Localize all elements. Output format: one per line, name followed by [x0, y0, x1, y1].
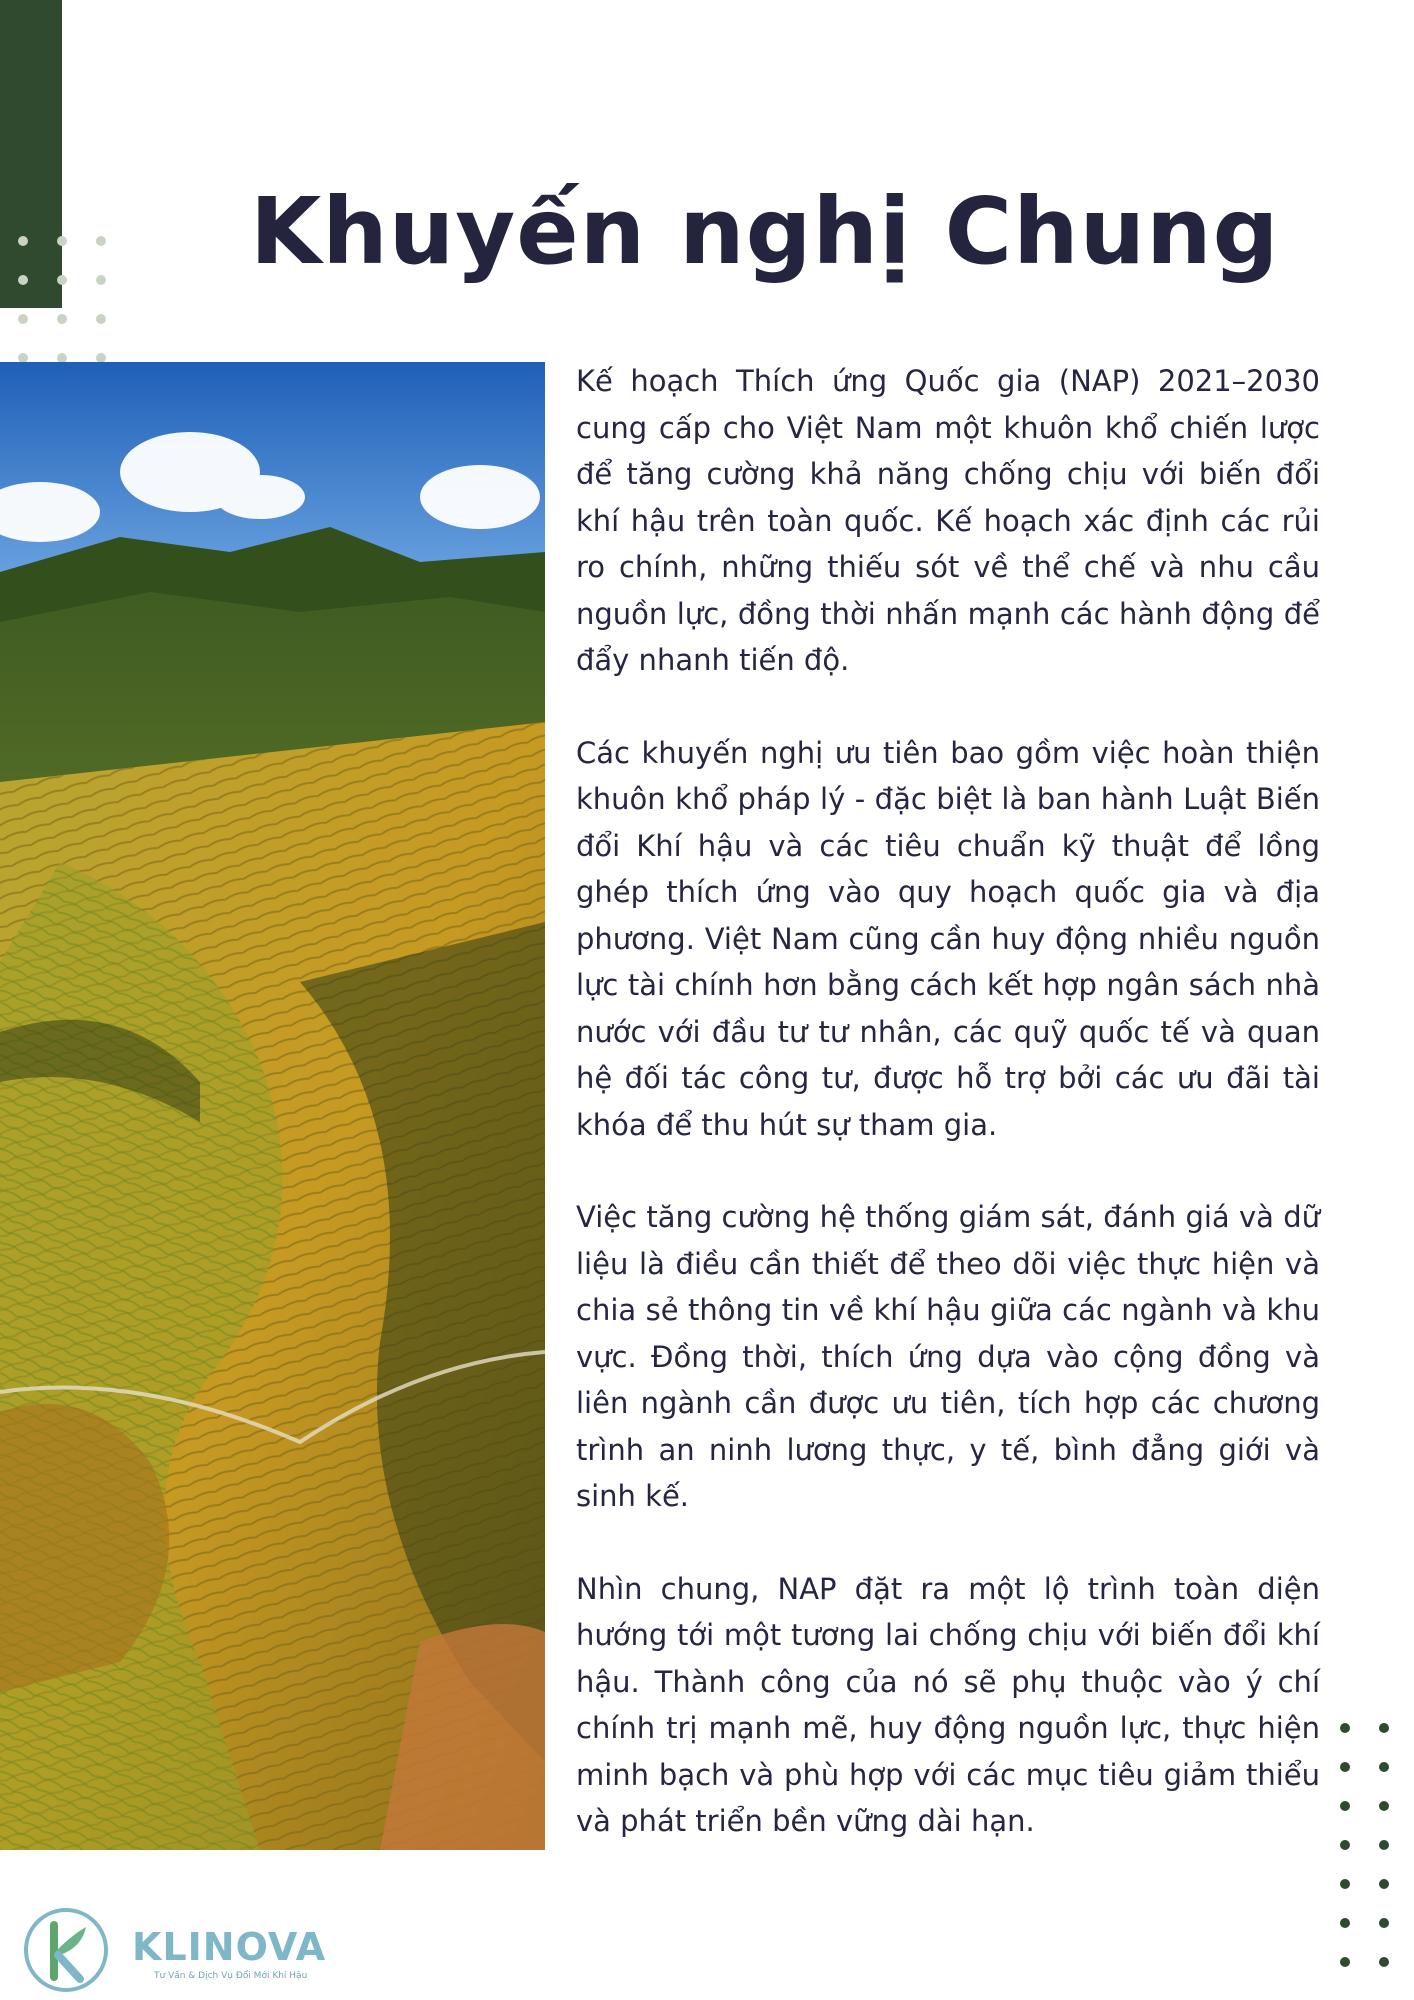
decorative-dot	[18, 275, 28, 285]
paragraph-monitoring: Việc tăng cường hệ thống giám sát, đánh giá và dữ liệu là điều cần thiết để theo dõi việc thực hiện và chia sẻ thông tin về khí hậu giữa các ngành và khu vực. Đồng thời, thích ứng dựa vào cộng đồng và liên ngành cần được ưu tiên, tích hợp các chương trình an ninh lương thực, y tế, bình đẳng giới và sinh kế.	[576, 1200, 1320, 1513]
decorative-dot	[1379, 1918, 1389, 1928]
paragraph-conclusion: Nhìn chung, NAP đặt ra một lộ trình toàn diện hướng tới một tương lai chống chịu với biến đổi khí hậu. Thành công của nó sẽ phụ thuộc vào ý chí chính trị mạnh mẽ, huy động nguồn lực, thực hiện minh bạch và phù hợp với các mục tiêu giảm thiểu và phát triển bền vững dài hạn.	[576, 1571, 1320, 1838]
decorative-dot	[1340, 1840, 1350, 1850]
decorative-dot	[57, 314, 67, 324]
decorative-dot	[18, 236, 28, 246]
corner-accent-bar	[0, 0, 62, 308]
decorative-dot	[1379, 1840, 1389, 1850]
decorative-dot	[1379, 1879, 1389, 1889]
decorative-dot	[1379, 1723, 1389, 1733]
page-title: Khuyến nghị Chung	[250, 178, 1280, 285]
decorative-dot	[96, 314, 106, 324]
rice-terrace-photo	[0, 362, 545, 1850]
decorative-dot	[96, 236, 106, 246]
leaf-k-logo-icon	[20, 1905, 112, 1995]
decorative-dot	[1340, 1957, 1350, 1967]
decorative-dot	[1340, 1801, 1350, 1811]
brand-name: KLINOVA	[132, 1925, 327, 1969]
decorative-dot	[18, 314, 28, 324]
decorative-dot	[1379, 1801, 1389, 1811]
brand-tagline: Tư Vấn & Dịch Vụ Đổi Mới Khí Hậu	[154, 1971, 308, 1981]
decorative-dot	[57, 236, 67, 246]
decorative-dot	[57, 275, 67, 285]
decorative-dot	[1340, 1723, 1350, 1733]
decorative-dot	[1340, 1879, 1350, 1889]
decorative-dot	[1379, 1762, 1389, 1772]
decorative-dot	[1340, 1918, 1350, 1928]
body-text	[576, 358, 1320, 1891]
decorative-dot	[1379, 1957, 1389, 1967]
brand-logo	[20, 1905, 327, 1995]
decorative-dot	[96, 275, 106, 285]
decorative-dot	[1340, 1762, 1350, 1772]
paragraph-priority-recommendations: Các khuyến nghị ưu tiên bao gồm việc hoàn thiện khuôn khổ pháp lý - đặc biệt là ban hành Luật Biến đổi Khí hậu và các tiêu chuẩn kỹ thuật để lồng ghép thích ứng vào quy hoạch quốc gia và địa phương. Việt Nam cũng cần huy động nhiều nguồn lực tài chính hơn bằng cách kết hợp ngân sách nhà nước với đầu tư tư nhân, các quỹ quốc tế và quan hệ đối tác công tư, được hỗ trợ bởi các ưu đãi tài khóa để thu hút sự tham gia.	[576, 735, 1320, 1142]
paragraph-intro: Kế hoạch Thích ứng Quốc gia (NAP) 2021–2030 cung cấp cho Việt Nam một khuôn khổ chiến lược để tăng cường khả năng chống chịu với biến đổi khí hậu trên toàn quốc. Kế hoạch xác định các rủi ro chính, những thiếu sót về thể chế và nhu cầu nguồn lực, đồng thời nhấn mạnh các hành động để đẩy nhanh tiến độ.	[576, 364, 1320, 677]
